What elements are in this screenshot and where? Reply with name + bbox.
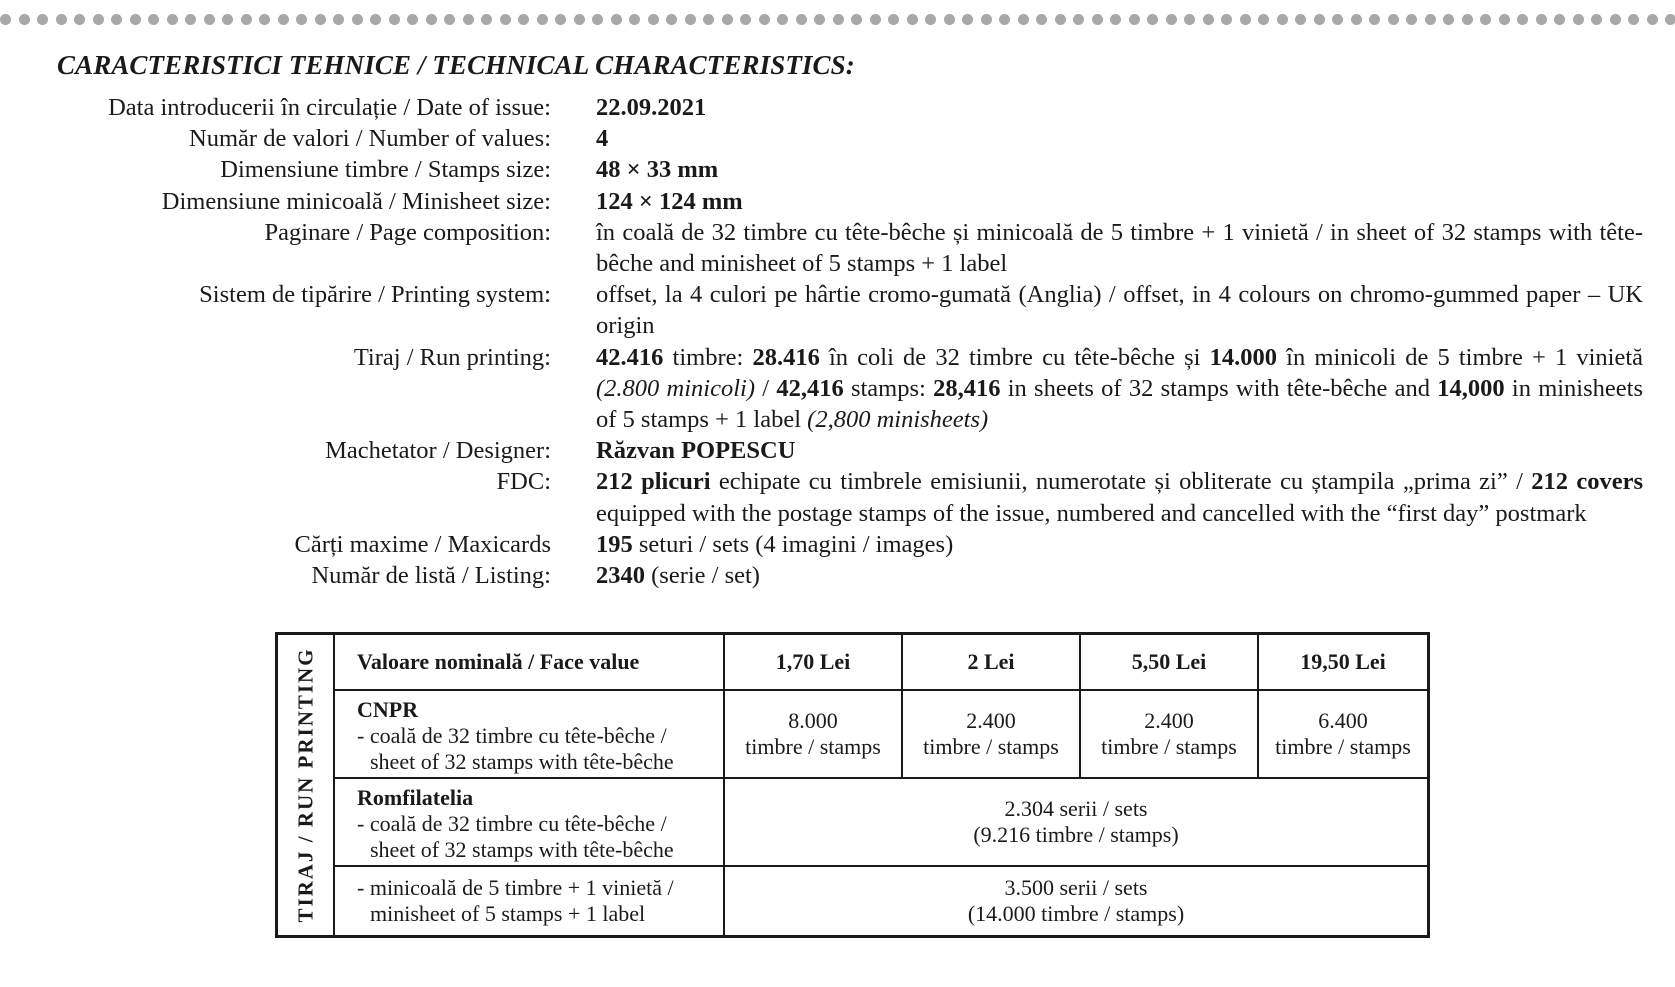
separator-dot bbox=[1258, 14, 1269, 25]
row-cnpr-label bbox=[335, 691, 725, 779]
separator-dot bbox=[1055, 14, 1066, 25]
separator-dot bbox=[185, 14, 196, 25]
separator-dot bbox=[389, 14, 400, 25]
separator-dot bbox=[814, 14, 825, 25]
separator-dot bbox=[1036, 14, 1047, 25]
spec-value: 124 × 124 mm bbox=[596, 187, 743, 215]
spec-label: Dimensiune minicoală / Minisheet size: bbox=[161, 187, 551, 215]
separator-dot bbox=[1462, 14, 1473, 25]
separator-dot bbox=[204, 14, 215, 25]
separator-dot bbox=[1092, 14, 1103, 25]
cnpr-cell-1: 8.000 timbre / stamps bbox=[725, 691, 903, 779]
spec-label: Sistem de tipărire / Printing system: bbox=[199, 281, 551, 309]
separator-dot bbox=[1314, 14, 1325, 25]
header-value-1: 1,70 Lei bbox=[725, 635, 903, 691]
header-value-4: 19,50 Lei bbox=[1259, 635, 1427, 691]
minisheet-desc-line2: minisheet of 5 stamps + 1 label bbox=[370, 901, 646, 926]
cnpr-name: CNPR bbox=[357, 697, 419, 722]
cnpr-cell-4: 6.400 timbre / stamps bbox=[1259, 691, 1427, 779]
spec-row-minisheet-size bbox=[0, 186, 1675, 217]
separator-dot bbox=[722, 14, 733, 25]
spec-row-page-composition bbox=[0, 217, 1675, 279]
separator-dot bbox=[574, 14, 585, 25]
separator-dot bbox=[537, 14, 548, 25]
separator-dot bbox=[37, 14, 48, 25]
separator-dot bbox=[1499, 14, 1510, 25]
header-value-3: 5,50 Lei bbox=[1081, 635, 1259, 691]
separator-dot bbox=[56, 14, 67, 25]
separator-dot bbox=[1554, 14, 1565, 25]
separator-dot bbox=[315, 14, 326, 25]
separator-dot bbox=[241, 14, 252, 25]
separator-dot bbox=[1332, 14, 1343, 25]
separator-dot bbox=[1351, 14, 1362, 25]
separator-dot bbox=[1536, 14, 1547, 25]
separator-dot bbox=[1073, 14, 1084, 25]
spec-label: Număr de listă / Listing: bbox=[311, 562, 551, 590]
separator-dot bbox=[1647, 14, 1658, 25]
row-minisheet-label bbox=[335, 867, 725, 935]
separator-dot bbox=[611, 14, 622, 25]
separator-dot bbox=[925, 14, 936, 25]
separator-dot bbox=[222, 14, 233, 25]
spec-label: Dimensiune timbre / Stamps size: bbox=[220, 156, 551, 184]
separator-dot bbox=[1166, 14, 1177, 25]
cnpr-cell-2: 2.400 timbre / stamps bbox=[903, 691, 1081, 779]
separator-dot bbox=[333, 14, 344, 25]
spec-row-designer bbox=[0, 435, 1675, 466]
spec-label: Cărți maxime / Maxicards bbox=[294, 530, 551, 558]
separator-dot bbox=[981, 14, 992, 25]
separator-dot bbox=[962, 14, 973, 25]
separator-dot bbox=[833, 14, 844, 25]
separator-dot bbox=[555, 14, 566, 25]
romfilatelia-name: Romfilatelia bbox=[357, 785, 474, 810]
spec-row-date bbox=[0, 92, 1675, 123]
spec-label: Număr de valori / Number of values: bbox=[189, 125, 551, 153]
separator-dot bbox=[1443, 14, 1454, 25]
separator-dot bbox=[1480, 14, 1491, 25]
separator-dot bbox=[944, 14, 955, 25]
separator-dot bbox=[1591, 14, 1602, 25]
separator-dot bbox=[19, 14, 30, 25]
separator-dot bbox=[1610, 14, 1621, 25]
dotted-separator bbox=[0, 12, 1675, 26]
separator-dot bbox=[1517, 14, 1528, 25]
minisheet-desc-line1: - minicoală de 5 timbre + 1 vinietă / bbox=[357, 875, 674, 900]
separator-dot bbox=[1406, 14, 1417, 25]
row-romfilatelia-label bbox=[335, 779, 725, 867]
separator-dot bbox=[1110, 14, 1121, 25]
separator-dot bbox=[167, 14, 178, 25]
separator-dot bbox=[1369, 14, 1380, 25]
separator-dot bbox=[481, 14, 492, 25]
separator-dot bbox=[1425, 14, 1436, 25]
separator-dot bbox=[463, 14, 474, 25]
spec-value: 212 plicuri echipate cu timbrele emisiunii, numerotate și obliterate cu ștampila „prima zi” / 212 covers equipped with the postage stamps of the issue, numbered and cancelled with the “first day” postmark bbox=[596, 468, 1643, 527]
separator-dot bbox=[518, 14, 529, 25]
separator-dot bbox=[1388, 14, 1399, 25]
spec-value: Răzvan POPESCU bbox=[596, 437, 796, 465]
spec-row-maxicards bbox=[0, 529, 1675, 560]
separator-dot bbox=[444, 14, 455, 25]
cnpr-desc-line1: - coală de 32 timbre cu tête-bêche / bbox=[357, 723, 667, 748]
separator-dot bbox=[1573, 14, 1584, 25]
header-value-2: 2 Lei bbox=[903, 635, 1081, 691]
spec-row-listing bbox=[0, 560, 1675, 591]
spec-label: Paginare / Page composition: bbox=[264, 218, 551, 246]
romfilatelia-desc-line2: sheet of 32 stamps with tête-bêche bbox=[370, 837, 674, 862]
cnpr-desc-line2: sheet of 32 stamps with tête-bêche bbox=[370, 749, 674, 774]
separator-dot bbox=[592, 14, 603, 25]
separator-dot bbox=[278, 14, 289, 25]
separator-dot bbox=[777, 14, 788, 25]
separator-dot bbox=[1277, 14, 1288, 25]
spec-row-fdc bbox=[0, 466, 1675, 528]
separator-dot bbox=[148, 14, 159, 25]
spec-value: în coală de 32 timbre cu tête-bêche și minicoală de 5 timbre + 1 vinietă / in sheet of 32 stamps with tête-bêche and minisheet of 5 stamps + 1 label bbox=[596, 218, 1643, 278]
separator-dot bbox=[1147, 14, 1158, 25]
separator-dot bbox=[93, 14, 104, 25]
separator-dot bbox=[74, 14, 85, 25]
separator-dot bbox=[1628, 14, 1639, 25]
separator-dot bbox=[796, 14, 807, 25]
spec-value: 42.416 timbre: 28.416 în coli de 32 timbre cu tête-bêche și 14.000 în minicoli de 5 timbre + 1 vinietă (2.800 minicoli) / 42,416 stamps: 28,416 in sheets of 32 stamps with tête-bêche and 14,000 in minisheets of 5 stamps + 1 label (2,800 minisheets) bbox=[596, 343, 1644, 434]
cnpr-cell-3: 2.400 timbre / stamps bbox=[1081, 691, 1259, 779]
separator-dot bbox=[999, 14, 1010, 25]
separator-dot bbox=[426, 14, 437, 25]
spec-row-printing-system bbox=[0, 279, 1675, 341]
run-printing-table bbox=[275, 632, 1430, 938]
separator-dot bbox=[1665, 14, 1675, 25]
spec-label: Data introducerii în circulație / Date of issue: bbox=[108, 94, 551, 121]
separator-dot bbox=[0, 14, 11, 25]
separator-dot bbox=[407, 14, 418, 25]
separator-dot bbox=[296, 14, 307, 25]
separator-dot bbox=[870, 14, 881, 25]
spec-row-run-printing bbox=[0, 342, 1675, 436]
separator-dot bbox=[259, 14, 270, 25]
minisheet-total: 3.500 serii / sets (14.000 timbre / stamps) bbox=[967, 875, 1185, 926]
separator-dot bbox=[629, 14, 640, 25]
separator-dot bbox=[648, 14, 659, 25]
spec-value: 2340 (serie / set) bbox=[596, 562, 760, 590]
separator-dot bbox=[1295, 14, 1306, 25]
separator-dot bbox=[888, 14, 899, 25]
separator-dot bbox=[1221, 14, 1232, 25]
spec-value: 195 seturi / sets (4 imagini / images) bbox=[596, 530, 954, 558]
separator-dot bbox=[500, 14, 511, 25]
romfilatelia-desc-line1: - coală de 32 timbre cu tête-bêche / bbox=[357, 811, 667, 836]
romfilatelia-total: 2.304 serii / sets (9.216 timbre / stamps) bbox=[725, 779, 1427, 867]
separator-dot bbox=[1184, 14, 1195, 25]
spec-label: Tiraj / Run printing: bbox=[353, 343, 551, 371]
separator-dot bbox=[1240, 14, 1251, 25]
spec-row-values bbox=[0, 123, 1675, 154]
header-face-value: Valoare nominală / Face value bbox=[335, 635, 725, 691]
separator-dot bbox=[130, 14, 141, 25]
spec-value: 48 × 33 mm bbox=[596, 156, 719, 184]
separator-dot bbox=[1018, 14, 1029, 25]
spec-row-stamp-size bbox=[0, 154, 1675, 185]
separator-dot bbox=[685, 14, 696, 25]
table-side-label: TIRAJ / RUN PRINTING bbox=[278, 635, 335, 935]
separator-dot bbox=[370, 14, 381, 25]
spec-value: 22.09.2021 bbox=[596, 94, 707, 121]
separator-dot bbox=[1203, 14, 1214, 25]
separator-dot bbox=[111, 14, 122, 25]
spec-value: 4 bbox=[596, 125, 609, 153]
section-heading: CARACTERISTICI TEHNICE / TECHNICAL CHARACTERISTICS: bbox=[57, 50, 855, 80]
separator-dot bbox=[759, 14, 770, 25]
spec-value: offset, la 4 culori pe hârtie cromo-gumată (Anglia) / offset, in 4 colours on chromo-gummed paper – UK origin bbox=[596, 281, 1643, 340]
spec-label: Machetator / Designer: bbox=[325, 437, 551, 465]
separator-dot bbox=[703, 14, 714, 25]
specs-list bbox=[0, 92, 1675, 591]
spec-label: FDC: bbox=[496, 468, 551, 496]
separator-dot bbox=[666, 14, 677, 25]
separator-dot bbox=[907, 14, 918, 25]
separator-dot bbox=[1129, 14, 1140, 25]
separator-dot bbox=[740, 14, 751, 25]
separator-dot bbox=[352, 14, 363, 25]
separator-dot bbox=[851, 14, 862, 25]
